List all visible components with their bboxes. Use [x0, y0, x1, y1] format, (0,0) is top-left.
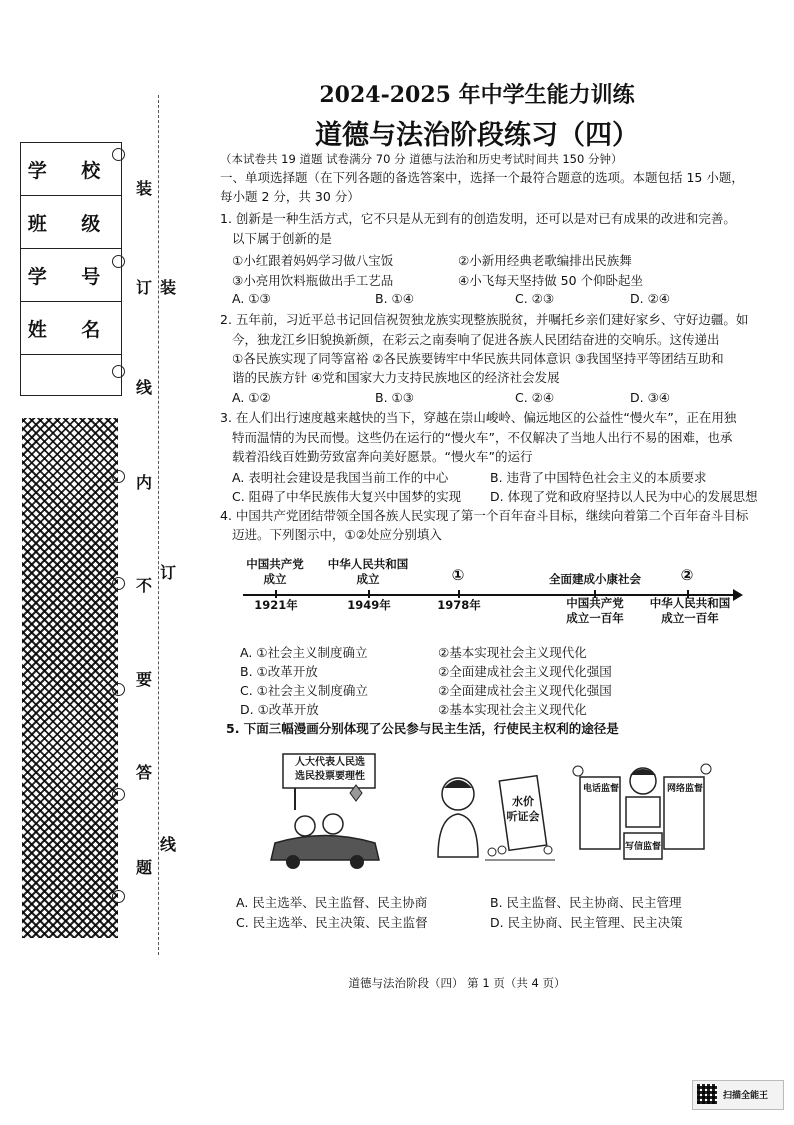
q1-statement: ②小新用经典老歌编排出民族舞	[458, 253, 632, 268]
q2-option-d[interactable]: D. ③④	[630, 390, 670, 405]
binding-hole	[112, 470, 125, 483]
exam-title: 道德与法治阶段练习（四）	[315, 120, 639, 151]
timeline-bottom-label: 1921年	[254, 598, 298, 612]
binding-char: 订	[160, 563, 177, 582]
q2-option-a[interactable]: A. ①②	[232, 390, 271, 405]
decorative-pattern	[22, 418, 118, 938]
timeline-bottom-label: 1978年	[437, 598, 481, 612]
binding-char: 答	[136, 763, 153, 782]
q2-option-b[interactable]: B. ①③	[375, 390, 414, 405]
q1-statement: ①小红跟着妈妈学习做八宝饭	[232, 253, 394, 268]
q4-option-b[interactable]: B. ①改革开放	[240, 664, 318, 679]
timeline-tick	[368, 590, 370, 598]
cartoon-hearing	[420, 762, 560, 872]
q4-option-d[interactable]: D. ①改革开放	[240, 702, 319, 717]
q1-stem: 1. 创新是一种生活方式，它不只是从无到有的创造发明，还可以是对已有成果的改进和完善。	[220, 211, 736, 226]
binding-char: 要	[136, 670, 153, 689]
q2-stem: 今，独龙江乡旧貌换新颜，在彩云之南奏响了促进各族人民团结奋进的交响乐。这传递出	[232, 332, 720, 347]
timeline-top-label: 中国共产党 成立	[246, 557, 304, 586]
binding-char: 不	[136, 576, 153, 595]
q3-option-a[interactable]: A. 表明社会建设是我国当前工作的中心	[232, 470, 449, 485]
cartoon2-text: 水价 听证会	[506, 795, 540, 823]
q1-option-c[interactable]: C. ②③	[515, 291, 555, 306]
cartoon-supervision	[568, 755, 718, 873]
binding-char: 线	[160, 835, 177, 854]
binding-line	[158, 95, 159, 955]
timeline-bottom-label: 中国共产党 成立一百年	[566, 596, 624, 625]
q5-option-d[interactable]: D. 民主协商、民主管理、民主决策	[490, 915, 683, 930]
q1-statement: ③小亮用饮料瓶做出手工艺品	[232, 273, 394, 288]
q1-stem: 以下属于创新的是	[232, 231, 333, 246]
q2-stem: ①各民族实现了同等富裕 ②各民族要铸牢中华民族共同体意识 ③我国坚持平等团结互助和	[232, 351, 724, 366]
q5-option-b[interactable]: B. 民主监督、民主协商、民主管理	[490, 895, 682, 910]
stamp-text: 扫描全能王	[723, 1091, 769, 1101]
cartoon3-letter: 写信监督	[624, 842, 661, 852]
scanner-stamp	[692, 1080, 784, 1110]
info-school: 学 校	[21, 143, 121, 196]
section-heading: 每小题 2 分，共 30 分）	[220, 189, 360, 204]
q4-stem: 迈进。下列图示中，①②处应分别填入	[232, 527, 442, 542]
binding-char: 装	[160, 278, 177, 297]
timeline-top-label: ①	[451, 566, 465, 584]
cartoon3-web: 网络监督	[666, 784, 703, 794]
binding-char: 题	[136, 858, 153, 877]
binding-hole	[112, 365, 125, 378]
binding-char: 内	[136, 473, 153, 492]
timeline-bottom-label: 中华人民共和国 成立一百年	[649, 596, 731, 625]
q3-stem: 载着沿线百姓勤劳致富奔向美好愿景。“慢火车”的运行	[232, 449, 533, 464]
info-name: 姓 名	[21, 302, 121, 355]
q4-option-a[interactable]: A. ①社会主义制度确立	[240, 645, 368, 660]
q4-option-c[interactable]: C. ①社会主义制度确立	[240, 683, 368, 698]
qr-icon	[697, 1084, 717, 1104]
info-class: 班 级	[21, 196, 121, 249]
q1-option-d[interactable]: D. ②④	[630, 291, 670, 306]
q3-option-b[interactable]: B. 违背了中国特色社会主义的本质要求	[490, 470, 707, 485]
q3-option-c[interactable]: C. 阻碍了中华民族伟大复兴中国梦的实现	[232, 489, 462, 504]
exam-series-title: 2024-2025 年中学生能力训练	[319, 82, 635, 108]
cartoon3-phone: 电话监督	[582, 784, 619, 794]
q4-option-c-2: ②全面建成社会主义现代化强国	[438, 683, 612, 698]
info-blank	[21, 355, 121, 395]
q3-option-d[interactable]: D. 体现了党和政府坚持以人民为中心的发展思想	[490, 489, 758, 504]
q3-stem: 3. 在人们出行速度越来越快的当下，穿越在崇山峻岭、偏远地区的公益性“慢火车”，正在用独	[220, 410, 737, 425]
timeline-top-label: 中华人民共和国 成立	[327, 557, 409, 586]
binding-hole	[112, 890, 125, 903]
binding-char: 线	[136, 378, 153, 397]
q1-option-a[interactable]: A. ①③	[232, 291, 271, 306]
q2-option-c[interactable]: C. ②④	[515, 390, 555, 405]
q1-option-b[interactable]: B. ①④	[375, 291, 414, 306]
binding-hole	[112, 255, 125, 268]
info-number: 学 号	[21, 249, 121, 302]
timeline-top-label: 全面建成小康社会	[549, 572, 641, 586]
q2-stem: 2. 五年前，习近平总书记回信祝贺独龙族实现整族脱贫，并嘱托乡亲们建好家乡、守好边疆。如	[220, 312, 749, 327]
q4-option-b-2: ②全面建成社会主义现代化强国	[438, 664, 612, 679]
exam-note: （本试卷共 19 道题 试卷满分 70 分 道德与法治和历史考试时间共 150 分钟）	[220, 152, 623, 166]
q5-option-a[interactable]: A. 民主选举、民主监督、民主协商	[236, 895, 428, 910]
binding-hole	[112, 577, 125, 590]
q1-statement: ④小飞每天坚持做 50 个仰卧起坐	[458, 273, 644, 288]
page-footer: 道德与法治阶段（四） 第 1 页（共 4 页）	[348, 976, 566, 990]
timeline-tick	[275, 590, 277, 598]
section-heading: 一、单项选择题（在下列各题的备选答案中，选择一个最符合题意的选项。本题包括 15 小题，	[220, 170, 744, 185]
q2-stem: 谐的民族方针 ④党和国家大力支持民族地区的经济社会发展	[232, 370, 560, 385]
q3-stem: 特而温情的为民而慢。这些仍在运行的“慢火车”，不仅解决了当地人出行不易的困难，也承	[232, 430, 733, 445]
timeline-tick	[458, 590, 460, 598]
timeline-top-label: ②	[680, 566, 694, 584]
q4-stem: 4. 中国共产党团结带领全国各族人民实现了第一个百年奋斗目标，继续向着第二个百年奋斗目标	[220, 508, 749, 523]
student-info-box	[20, 142, 122, 396]
cartoon-election	[265, 748, 385, 873]
cartoon1-text: 人大代表人民选 选民投票要理性	[295, 757, 365, 782]
binding-hole	[112, 788, 125, 801]
q5-option-c[interactable]: C. 民主选举、民主决策、民主监督	[236, 915, 428, 930]
q4-option-d-2: ②基本实现社会主义现代化	[438, 702, 587, 717]
binding-char: 订	[136, 278, 153, 297]
q4-option-a-2: ②基本实现社会主义现代化	[438, 645, 587, 660]
timeline-bottom-label: 1949年	[347, 598, 391, 612]
binding-char: 装	[136, 179, 153, 198]
q5-stem: 5. 下面三幅漫画分别体现了公民参与民主生活，行使民主权利的途径是	[226, 721, 619, 736]
binding-hole	[112, 683, 125, 696]
